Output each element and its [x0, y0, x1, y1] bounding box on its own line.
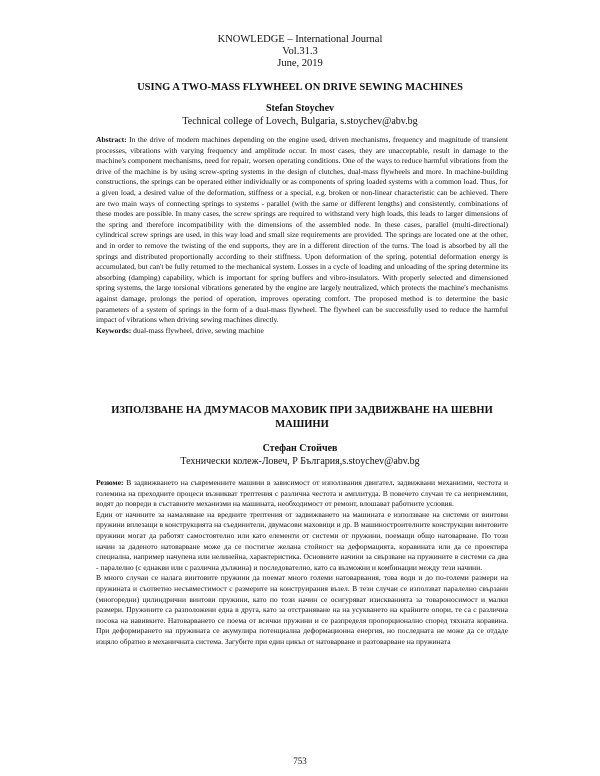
journal-name: KNOWLEDGE – International Journal	[217, 34, 383, 45]
bulgarian-abstract-label: Резюме:	[96, 478, 124, 487]
bulgarian-author: Стефан Стойчев	[262, 443, 338, 454]
bulgarian-title: ИЗПОЛЗВАНЕ НА ДМУМАСОВ МАХОВИК ПРИ ЗАДВИЖВАНЕ НА ШЕВНИ МАШИНИ	[111, 405, 493, 430]
english-abstract	[96, 135, 508, 336]
bulgarian-affiliation: Технически колеж-Ловеч, Р България,s.stoychev@abv.bg	[180, 456, 420, 467]
bulgarian-paragraph-1: В задвижването на съвременните машини в зависимост от използвания двигател, задвижвани механизми, честота и големина на преходните процеси възникват трептения с различна честота и амплитуда. В повечето случаи те са неприемливи, водят до повреди в съставните механизми на машината, необходимост от ремонт, влошават работните условия.	[96, 478, 509, 509]
english-title: USING A TWO-MASS FLYWHEEL ON DRIVE SEWING MACHINES	[137, 82, 463, 93]
english-affiliation: Technical college of Lovech, Bulgaria, s.stoychev@abv.bg	[182, 116, 418, 127]
bulgarian-paragraph-3: В много случаи се налага винтовите пружини да поемат много големи натоварвания, това води и до по-големи размери на пружината и съответно несъвместимост с размерите на конструирания възел. В тези случаи се използват паралелно свързани (многоредни) цилиндрични винтови пружини, като по този начин се осигуряват изискванията за товароносимост и малки размери. Пружините са разположени една в друга, като за отстраняване на на усукването на крайните опори, те са с различна посока на навивките. Натоварването се поема от всички пружини и се разпределя пропорционално според тяхната коравина. При деформирането на пружината се акумулира потенциална деформационна енергия, но последната не може да се отдаде изцяло обратно в механичната система. Загубите при един цикъл от натоварване и разтоварване на пружината	[96, 573, 508, 646]
journal-volume: Vol.31.3	[282, 46, 318, 57]
journal-date: June, 2019	[277, 58, 323, 69]
keywords-text: dual-mass flywheel, drive, sewing machine	[133, 325, 264, 335]
keywords-label: Keywords:	[96, 325, 132, 335]
abstract-text: In the drive of modern machines depending on the engine used, driven mechanisms, frequency and magnitude of transient processes, vibrations with varying frequency and amplitude occur. In most cases, they are unacceptable, result in damage to the machine's component mechanisms, need for repair, worsen operating conditions. One of the ways to reduce harmful vibrations from the drive of the machine is by using screw-spring systems in the design of clutches, dual-mass flywheels and more. In machine-building constructions, the springs can be operated either individually or as components of spring loaded systems with a common load. Thus, for a given load, a desired value of the deformation, stiffness or a special, e.g. broken or non-linear characteristic can be achieved. There are two main ways of connecting springs to systems - parallel (with the same or different lengths) and consistently, combinations of these modes are possible. In many cases, the screw springs are required to withstand very high loads, this leads to larger dimensions of the spring and therefore incompatibility with the dimensions of the assembled node. In these cases, parallel (multi-directional) cylindrical screw springs are used, in this way load and small size requirements are provided. The springs are located one at the other, and in order to remove the twisting of the end supports, they are in a different direction of the turns. The load is absorbed by all the springs and distributed proportionally according to their stiffness. Upon deformation of the spring, potential deformation energy is accumulated, but can't be fully returned to the mechanical system. Losses in a cycle of loading and unloading of the spring determine its absorbing (damping) capability, which is important for spring buffers and vibro-insulators. With properly selected and dimensioned spring systems, the large torsional vibrations generated by the engine are largely neutralized, which protects the machine's mechanisms against damage, prolongs the period of operation, improves operating comfort. The proposed method is to determine the basic parameters of a system of springs in the form of a dual-mass flywheel. The flywheel can be successfully used to reduce the harmful impact of vibrations when driving sewing machines directly.	[96, 135, 509, 325]
page-number: 753	[293, 756, 307, 766]
bulgarian-paragraph-2: Един от начините за намаляване на вредните трептения от задвижването на машината е използване на системи от винтови пружини вплезащи в конструкцията на съединители, двумасови маховици и др. В машиностроителните конструкции винтовите пружини могат да работят самостоятелно или като елементи от системи от пружини, поемащи общо натоварване. По този начин за даденото натоварване може да се постигне желана стойност на деформацията, коравината или да се проектира специална, например начупена или нелинейна, характеристика. Основните начини за свързване на пружините в системи са два - паралелно (с еднакви или с различна дължина) и последователно, като са възможни и комбинации между тези начини.	[96, 509, 508, 572]
bulgarian-abstract	[96, 478, 508, 648]
english-author: Stefan Stoychev	[265, 103, 335, 114]
abstract-label: Abstract:	[96, 135, 127, 144]
